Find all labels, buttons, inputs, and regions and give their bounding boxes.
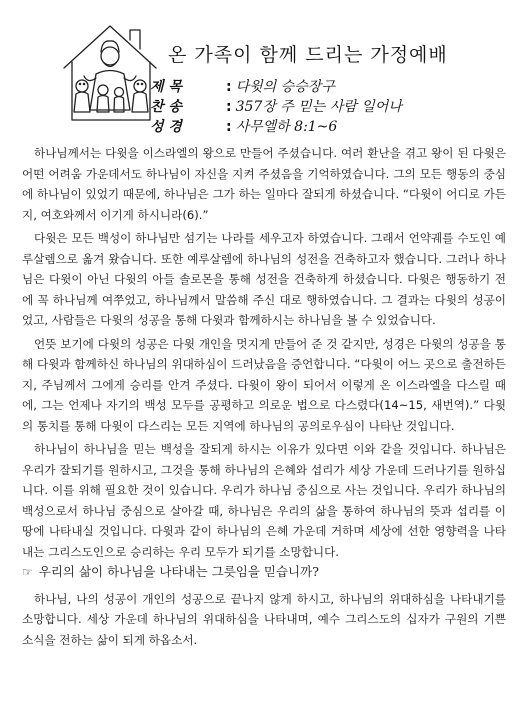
scripture-value: 사무엘하 8:1~6 xyxy=(235,119,338,135)
paragraph-3: 언뜻 보기에 다윗의 성공은 다윗 개인을 멋지게 만들어 준 것 같지만, 성경은 다윗의 성공을 통해 다윗과 함께하신 하나님의 위대하심이 드러났음을 증언합니다. “다윗이 어느 곳으로 출전하든지, 주님께서 그에게 승리를 안겨 주셨다. 다윗이 왕이 되어서 이렇게 온 이스라엘을 다스릴 때에, 그는 언제나 자기의 백성 모두를 공평하고 의로운 법으로 다스렸다(14~15, 새번역).” 다윗의 통치를 통해 다윗이 다스리는 모든 지역에 하나님의 공의로우심이 나타난 것입니다. xyxy=(22,336,506,433)
paragraph-2: 다윗은 모든 백성이 하나님만 섬기는 나라를 세우고자 하였습니다. 그래서 언약궤를 수도인 예루살렘으로 옮겨 왔습니다. 또한 예루살렘에 하나님의 성전을 건축하고자 했습니다. 그러나 하나님은 다윗이 아닌 다윗의 아들 솔로몬을 통해 성전을 건축하게 하셨습니다. 다윗은 행동하기 전에 꼭 하나님께 여쭈었고, 하나님께서 말씀해 주신 대로 행하였습니다. 그 결과는 다윗의 성공이었고, 사람들은 다윗의 성공을 통해 다윗과 함께하시는 하나님을 볼 수 있었습니다. xyxy=(22,231,506,327)
paragraph-1: 하나님께서는 다윗을 이스라엘의 왕으로 만들어 주셨습니다. 여러 환난을 겪고 왕이 된 다윗은 어떤 어려움 가운데서도 하나님이 자신을 지켜 주셨음을 기억하였습니다. 그의 모든 행동의 중심에 하나님이 있었기 때문에, 하나님은 그가 하는 일마다 잘되게 하셨습니다. “다윗이 어디로 가든지, 여호와께서 이기게 하시니라(6).” xyxy=(22,146,506,222)
hymn-line: 찬 송 : 357장 주 믿는 사람 일어나 xyxy=(150,96,510,116)
sermon-body xyxy=(22,143,506,650)
pointing-hand-icon: ☞ xyxy=(22,565,33,579)
page-title: 온 가족이 함께 드리는 가정예배 xyxy=(168,44,448,66)
reflection-question xyxy=(22,562,506,583)
jesus-blessing-family-illustration-icon xyxy=(60,20,160,126)
header xyxy=(0,0,525,140)
hymn-value: 357장 주 믿는 사람 일어나 xyxy=(235,99,402,115)
question-text: 우리의 삶이 하나님을 나타내는 그릇임을 믿습니까? xyxy=(38,564,319,579)
theme-label: 제 목 xyxy=(150,79,182,95)
scripture-line: 성 경 : 사무엘하 8:1~6 xyxy=(150,116,510,136)
hymn-label: 찬 송 xyxy=(150,99,182,115)
scripture-label: 성 경 xyxy=(150,119,182,135)
paragraph-4: 하나님이 하나님을 믿는 백성을 잘되게 하시는 이유가 있다면 이와 같을 것입니다. 하나님은 우리가 잘되기를 원하시고, 그것을 통해 하나님의 은혜와 섭리가 세상 가운데 드러나기를 원하십니다. 이를 위해 필요한 것이 있습니다. 우리가 하나님 중심으로 사는 것입니다. 우리가 하나님의 백성으로서 하나님 중심으로 살아갈 때, 하나님은 우리의 삶을 통하여 하나님의 뜻과 섭리를 이 땅에 나타내실 것입니다. 다윗과 같이 하나님의 은혜 가운데 거하며 세상에 선한 영향력을 나타내는 그리스도인으로 승리하는 우리 모두가 되기를 소망합니다. xyxy=(22,442,506,559)
theme-value: 다윗의 승승장구 xyxy=(235,79,335,95)
closing-prayer: 하나님, 나의 성공이 개인의 성공으로 끝나지 않게 하시고, 하나님의 위대하심을 나타내기를 소망합니다. 세상 가운데 하나님의 위대하심을 나타내며, 예수 그리스도의 십자가 구원의 기쁜 소식을 전하는 삶이 되게 하옵소서. xyxy=(22,591,506,647)
theme-line: 제 목 : 다윗의 승승장구 xyxy=(150,76,510,96)
